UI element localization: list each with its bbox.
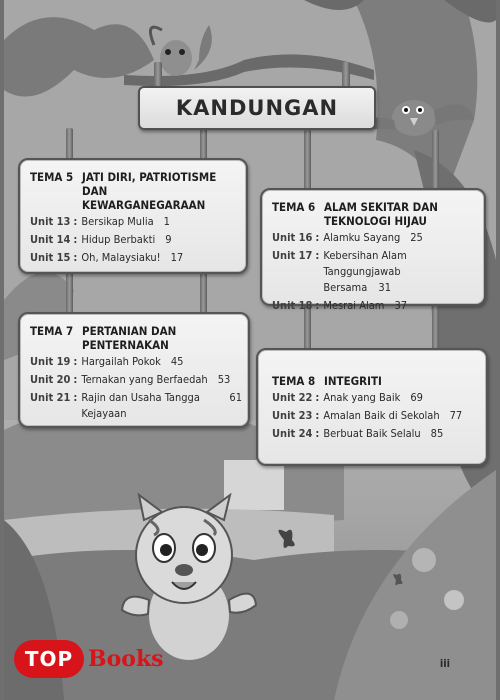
- theme-title: JATI DIRI, PATRIOTISME DAN: [82, 170, 217, 198]
- theme-board-7: [18, 312, 250, 428]
- theme-title: ALAM SEKITAR DAN: [324, 200, 438, 214]
- title-sign: [138, 86, 376, 130]
- topbooks-logo: [14, 640, 164, 678]
- signpost-pole: [304, 130, 311, 192]
- waterfall: [224, 460, 284, 510]
- theme-heading-line-2: [272, 214, 478, 228]
- signpost-pole: [200, 270, 207, 316]
- unit-page-number: 1: [163, 215, 170, 228]
- unit-page-number: 37: [394, 299, 408, 312]
- unit-label: Unit 17: [272, 249, 313, 262]
- theme-title: KEWARGANEGARAAN: [82, 198, 206, 212]
- unit-label: Unit 24: [272, 427, 313, 440]
- unit-entry[interactable]: Unit 13 : Bersikap Mulia 1: [30, 215, 170, 228]
- logo-badge: TOP: [14, 640, 84, 678]
- theme-label: TEMA 6: [272, 200, 316, 214]
- unit-entry[interactable]: Unit 18 : Mesrai Alam 37: [272, 299, 408, 312]
- unit-label: Unit 23: [272, 409, 313, 422]
- unit-page-number: 31: [378, 281, 392, 294]
- unit-title: Hidup Berbakti: [81, 233, 156, 246]
- unit-title: Berbuat Baik Selalu: [323, 427, 421, 440]
- unit-label: Unit 13: [30, 215, 71, 228]
- unit-page-number: 77: [449, 409, 463, 422]
- page-title: KANDUNGAN: [175, 96, 339, 120]
- unit-page-number: 85: [430, 427, 444, 440]
- unit-entry[interactable]: Unit 16 : Alamku Sayang 25: [272, 231, 423, 244]
- theme-board-8: [256, 348, 488, 466]
- unit-entry[interactable]: Unit 21 : Rajin dan Usaha Tangga Kejayaan 61: [30, 391, 242, 420]
- unit-label: Unit 18: [272, 299, 313, 312]
- unit-page-number: 45: [170, 355, 184, 368]
- theme-heading-line-2: [30, 198, 238, 212]
- unit-label: Unit 16: [272, 231, 313, 244]
- unit-entry[interactable]: Unit 24 : Berbuat Baik Selalu 85: [272, 427, 444, 440]
- unit-label: Unit 14: [30, 233, 71, 246]
- unit-title: Hargailah Pokok: [81, 355, 161, 368]
- theme-heading: [30, 170, 238, 198]
- unit-title: Oh, Malaysiaku!: [81, 251, 161, 264]
- unit-title: Mesrai Alam: [323, 299, 385, 312]
- theme-label: TEMA 5: [30, 170, 74, 184]
- book-page: [4, 0, 496, 700]
- theme-board-6: [260, 188, 486, 312]
- unit-title: Amalan Baik di Sekolah: [323, 409, 440, 422]
- unit-title: Anak yang Baik: [323, 391, 401, 404]
- theme-heading: [30, 324, 242, 338]
- page-number: iii: [439, 657, 450, 670]
- unit-page-number: 17: [170, 251, 184, 264]
- unit-entry[interactable]: Unit 20 : Ternakan yang Berfaedah 53: [30, 373, 231, 386]
- theme-heading: [272, 200, 478, 214]
- unit-title: Alamku Sayang: [323, 231, 401, 244]
- unit-page-number: 69: [410, 391, 423, 404]
- unit-page-number: 9: [165, 233, 172, 246]
- unit-entry[interactable]: Unit 19 : Hargailah Pokok 45: [30, 355, 184, 368]
- unit-page-number: 53: [217, 373, 231, 386]
- unit-label: Unit 20: [30, 373, 71, 386]
- theme-label: TEMA 8: [272, 374, 316, 388]
- unit-title-line-2: Bersama: [323, 281, 368, 294]
- unit-title: Bersikap Mulia: [81, 215, 154, 228]
- theme-board-5: [18, 158, 248, 274]
- unit-title: [323, 248, 478, 296]
- theme-heading-line-2: [30, 338, 242, 352]
- signpost-pole: [66, 128, 73, 162]
- unit-entry[interactable]: Unit 22 : Anak yang Baik 69: [272, 391, 423, 404]
- unit-label: Unit 22: [272, 391, 313, 404]
- theme-heading: [272, 374, 480, 388]
- unit-label: Unit 21: [30, 391, 71, 404]
- unit-title: Rajin dan Usaha Tangga Kejayaan: [81, 391, 200, 420]
- signpost-pole: [200, 128, 207, 162]
- unit-label: Unit 15: [30, 251, 71, 264]
- unit-page-number: 61: [229, 391, 242, 404]
- unit-entry[interactable]: Unit 23 : Amalan Baik di Sekolah 77: [272, 409, 463, 422]
- theme-title: TEKNOLOGI HIJAU: [324, 214, 427, 228]
- unit-title: Ternakan yang Berfaedah: [81, 373, 208, 386]
- unit-entry[interactable]: Unit 14 : Hidup Berbakti 9: [30, 233, 172, 246]
- unit-page-number: 25: [410, 231, 423, 244]
- logo-word: Books: [88, 646, 164, 672]
- signpost-pole: [66, 270, 73, 316]
- unit-entry[interactable]: Unit 17 : Kebersihan Alam Tanggungjawab Bersama 31: [272, 248, 478, 296]
- theme-title: INTEGRITI: [324, 374, 382, 388]
- unit-entry[interactable]: Unit 15 : Oh, Malaysiaku! 17: [30, 251, 184, 264]
- unit-title-line-1: Kebersihan Alam Tanggungjawab: [323, 249, 407, 278]
- unit-label: Unit 19: [30, 355, 71, 368]
- theme-label: TEMA 7: [30, 324, 74, 338]
- signpost-pole: [432, 130, 439, 192]
- theme-title: PENTERNAKAN: [82, 338, 169, 352]
- theme-title: PERTANIAN DAN: [82, 324, 177, 338]
